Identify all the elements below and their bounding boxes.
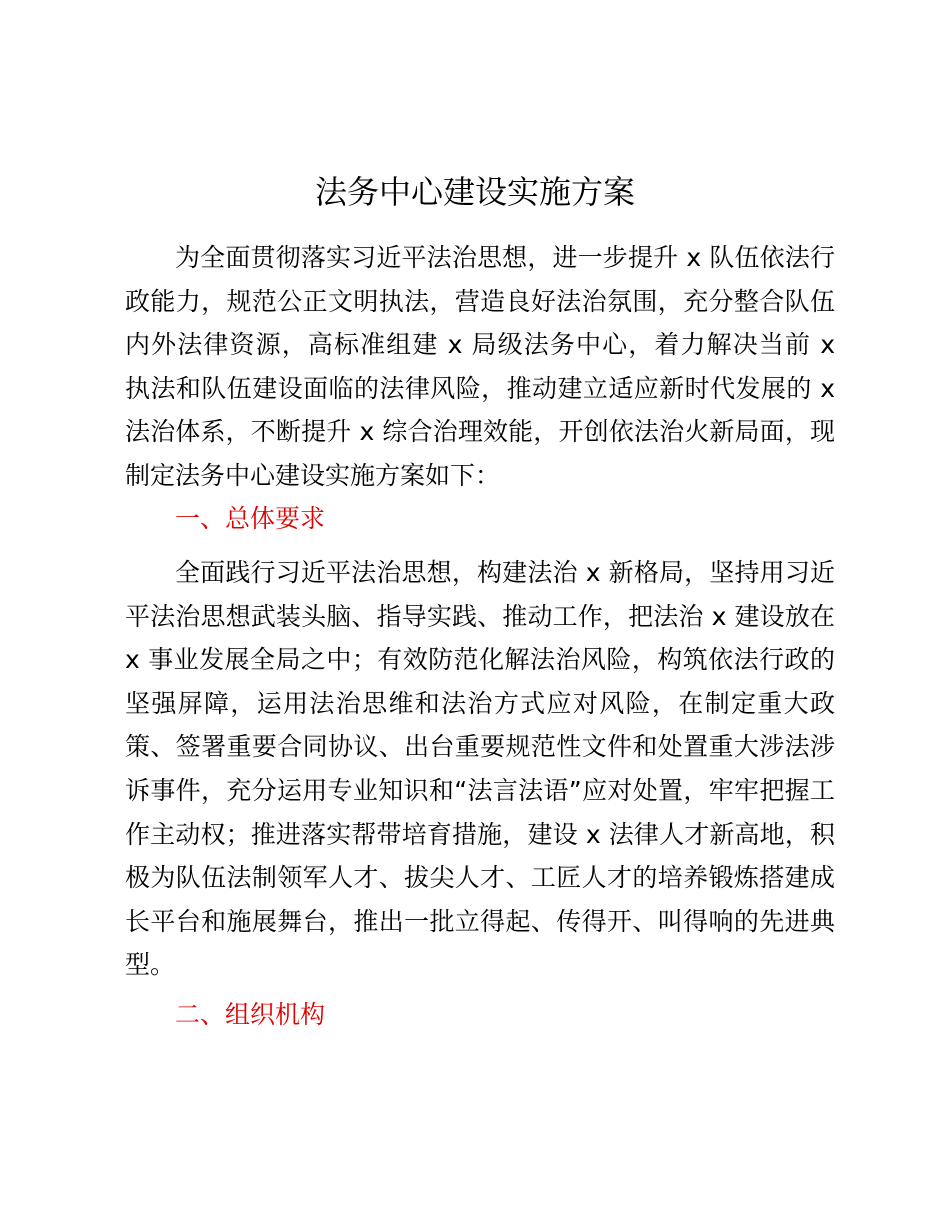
section-heading-general-requirements: 一、总体要求	[175, 504, 326, 533]
intro-paragraph: 为全面贯彻落实习近平法治思想，进一步提升 x 队伍依法行政能力，规范公正文明执法，营造良好法治氛围，充分整合队伍内外法律资源，高标准组建 x 局级法务中心，着力解决当前 x 执法和队伍建设面临的法律风险，推动建立适应新时代发展的 x 法治体系，不断提升 x 综合治理效能，开创依法治火新局面，现制定法务中心建设实施方案如下：	[125, 243, 835, 490]
document-title: 法务中心建设实施方案	[314, 173, 635, 211]
section-heading-organization: 二、组织机构	[175, 1000, 326, 1029]
general-requirements-paragraph: 全面践行习近平法治思想，构建法治 x 新格局，坚持用习近平法治思想武装头脑、指导实践、推动工作，把法治 x 建设放在 x 事业发展全局之中；有效防范化解法治风险，构筑依法行政的坚强屏障，运用法治思维和法治方式应对风险，在制定重大政策、签署重要合同协议、出台重要规范性文件和处置重大涉法涉诉事件，充分运用专业知识和“法言法语”应对处置，牢牢把握工作主动权；推进落实帮带培育措施，建设 x 法律人才新高地，积极为队伍法制领军人才、拔尖人才、工匠人才的培养锻炼搭建成长平台和施展舞台，推出一批立得起、传得开、叫得响的先进典型。	[125, 558, 835, 980]
